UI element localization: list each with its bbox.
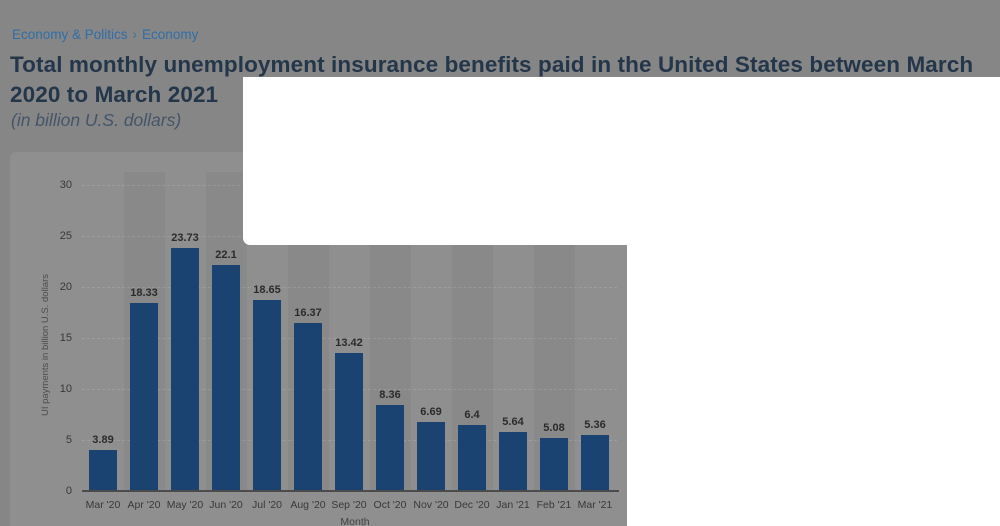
x-tick-label: Mar '21 bbox=[577, 499, 613, 511]
bar-value-label: 22.1 bbox=[215, 249, 237, 261]
bar-value-label: 23.73 bbox=[171, 232, 199, 244]
x-tick-label: Oct '20 bbox=[373, 499, 407, 511]
bar-value-label: 6.69 bbox=[420, 406, 442, 418]
bar-apr20[interactable] bbox=[130, 303, 158, 490]
bar-value-label: 5.36 bbox=[584, 419, 606, 431]
x-axis-title: Month bbox=[340, 516, 370, 526]
blank-overlay-panel-right bbox=[627, 77, 1000, 526]
breadcrumb-link-economy-politics[interactable]: Economy & Politics bbox=[12, 27, 128, 42]
page-title-line2: 2020 to March 2021 bbox=[10, 82, 219, 107]
bar-may20[interactable] bbox=[171, 248, 199, 490]
bar-dec20[interactable] bbox=[458, 425, 486, 490]
bar-jan21[interactable] bbox=[499, 432, 527, 490]
page-subtitle: (in billion U.S. dollars) bbox=[11, 110, 182, 130]
bar-mar20[interactable] bbox=[89, 450, 117, 490]
bar-sep20[interactable] bbox=[335, 353, 363, 490]
bar-feb21[interactable] bbox=[540, 438, 568, 490]
y-tick-label: 30 bbox=[59, 178, 72, 191]
bar-value-label: 6.4 bbox=[464, 409, 480, 421]
x-tick-label: Dec '20 bbox=[454, 499, 490, 511]
bar-value-label: 5.64 bbox=[502, 416, 524, 428]
bar-value-label: 13.42 bbox=[335, 337, 363, 349]
x-tick-label: Mar '20 bbox=[85, 499, 121, 511]
breadcrumb-separator: › bbox=[132, 27, 138, 42]
bar-mar21[interactable] bbox=[581, 435, 609, 490]
y-tick-label: 5 bbox=[65, 433, 72, 446]
y-tick-label: 10 bbox=[59, 382, 72, 395]
x-axis-line bbox=[82, 490, 619, 492]
bar-value-label: 3.89 bbox=[92, 434, 114, 446]
bar-jul20[interactable] bbox=[253, 300, 281, 490]
y-tick-label: 25 bbox=[59, 229, 72, 242]
bar-nov20[interactable] bbox=[417, 422, 445, 490]
bar-value-label: 5.08 bbox=[543, 422, 565, 434]
bar-value-label: 18.33 bbox=[130, 287, 158, 299]
x-tick-label: Aug '20 bbox=[290, 499, 326, 511]
page-title-line1: Total monthly unemployment insurance benefits paid in the United States between March bbox=[10, 52, 974, 77]
x-tick-label: May '20 bbox=[166, 499, 204, 511]
bar-jun20[interactable] bbox=[212, 265, 240, 490]
bar-value-label: 16.37 bbox=[294, 307, 322, 319]
x-tick-label: Jan '21 bbox=[496, 499, 530, 511]
x-tick-label: Sep '20 bbox=[331, 499, 367, 511]
breadcrumb-link-economy[interactable]: Economy bbox=[142, 27, 199, 42]
y-tick-label: 20 bbox=[59, 280, 72, 293]
x-tick-label: Jul '20 bbox=[251, 499, 283, 511]
y-axis-title: UI payments in billion U.S. dollars bbox=[40, 273, 51, 417]
x-tick-label: Nov '20 bbox=[413, 499, 449, 511]
x-tick-label: Apr '20 bbox=[127, 499, 161, 511]
breadcrumb bbox=[12, 27, 198, 43]
x-tick-label: Feb '21 bbox=[536, 499, 572, 511]
y-tick-label: 0 bbox=[65, 484, 72, 497]
bar-value-label: 18.65 bbox=[253, 284, 281, 296]
x-tick-label: Jun '20 bbox=[209, 499, 243, 511]
bar-value-label: 8.36 bbox=[379, 389, 401, 401]
y-tick-label: 15 bbox=[59, 331, 72, 344]
